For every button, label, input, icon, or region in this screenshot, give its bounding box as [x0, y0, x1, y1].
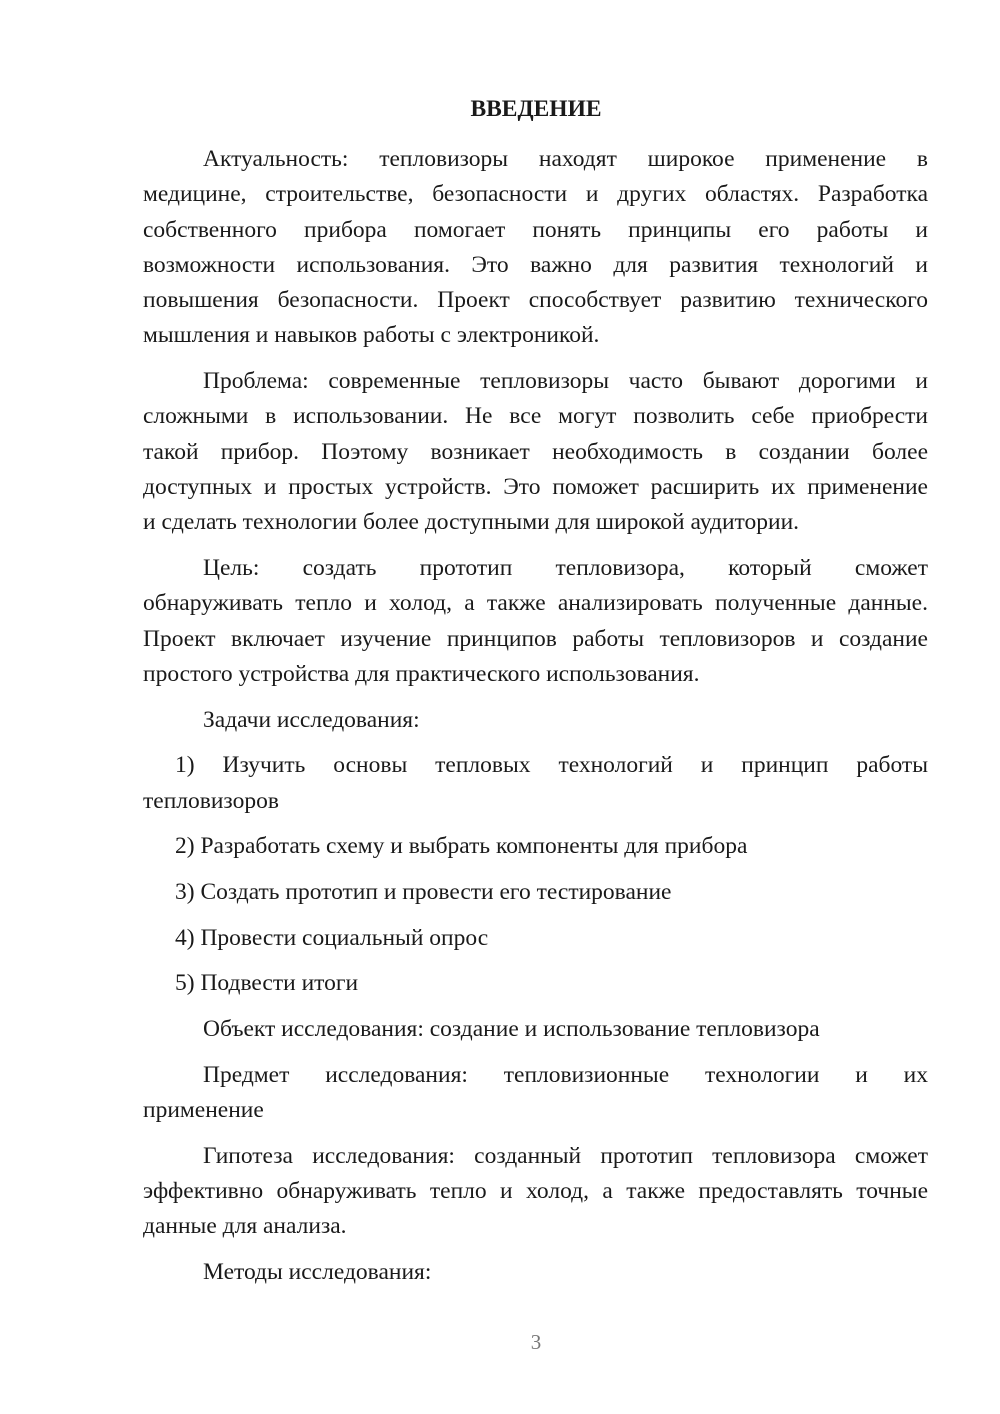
text-line: медицине, строительстве, безопасности и других областях. Разработка — [143, 181, 928, 208]
text-line: мышления и навыков работы с электроникой. — [143, 322, 600, 349]
text-line: сложными в использовании. Не все могут позволить себе приобрести — [143, 403, 928, 430]
text-line: Цель: создать прототип тепловизора, который сможет — [203, 555, 928, 582]
text-line: данные для анализа. — [143, 1213, 347, 1240]
text-line: 2) Разработать схему и выбрать компоненты для прибора — [175, 833, 748, 860]
task-list-item — [143, 748, 928, 819]
text-line: Актуальность: тепловизоры находят широкое применение в — [203, 146, 928, 172]
text-line: 3) Создать прототип и провести его тестирование — [175, 878, 672, 905]
text-line: эффективно обнаруживать тепло и холод, а также предоставлять точные — [143, 1178, 928, 1205]
text-line: Проект включает изучение принципов работы тепловизоров и создание — [143, 625, 928, 652]
text-line: повышения безопасности. Проект способствует развитию технического — [143, 287, 928, 314]
text-line: собственного прибора помогает понять принципы его работы и — [143, 216, 928, 243]
paragraph — [143, 142, 928, 354]
text-line: Гипотеза исследования: созданный прототип тепловизора сможет — [203, 1142, 928, 1169]
paragraph — [143, 703, 928, 738]
text-line: 1) Изучить основы тепловых технологий и принцип работы — [175, 752, 928, 779]
paragraph — [143, 1255, 928, 1290]
paragraph — [143, 1012, 928, 1047]
paragraph — [143, 551, 928, 692]
text-line: Методы исследования: — [203, 1259, 432, 1285]
text-line: простого устройства для практического использования. — [143, 660, 700, 687]
text-line: 4) Провести социальный опрос — [175, 924, 489, 951]
text-line: возможности использования. Это важно для развития технологий и — [143, 251, 928, 278]
text-line: доступных и простых устройств. Это поможет расширить их применение — [143, 474, 928, 501]
section-title: ВВЕДЕНИЕ — [470, 96, 602, 122]
document-body — [143, 142, 928, 1301]
text-line: Задачи исследования: — [203, 706, 420, 733]
task-list-item — [143, 921, 928, 956]
text-line: 5) Подвести итоги — [175, 970, 359, 997]
text-line: и сделать технологии более доступными для широкой аудитории. — [143, 509, 800, 536]
paragraph — [143, 1058, 928, 1129]
task-list-item — [143, 875, 928, 910]
paragraph — [143, 1139, 928, 1245]
text-line: такой прибор. Поэтому возникает необходимость в создании более — [143, 438, 928, 465]
paragraph — [143, 364, 928, 540]
task-list-item — [143, 966, 928, 1001]
text-line: Объект исследования: создание и использование тепловизора — [203, 1016, 820, 1043]
text-line: применение — [143, 1097, 264, 1124]
text-line: тепловизоров — [143, 787, 279, 814]
page-number: 3 — [530, 1330, 542, 1354]
text-line: Проблема: современные тепловизоры часто бывают дорогими и — [203, 368, 928, 395]
text-line: обнаруживать тепло и холод, а также анализировать полученные данные. — [143, 590, 928, 617]
text-line: Предмет исследования: тепловизионные технологии и их — [203, 1061, 928, 1088]
task-list-item — [143, 829, 928, 864]
